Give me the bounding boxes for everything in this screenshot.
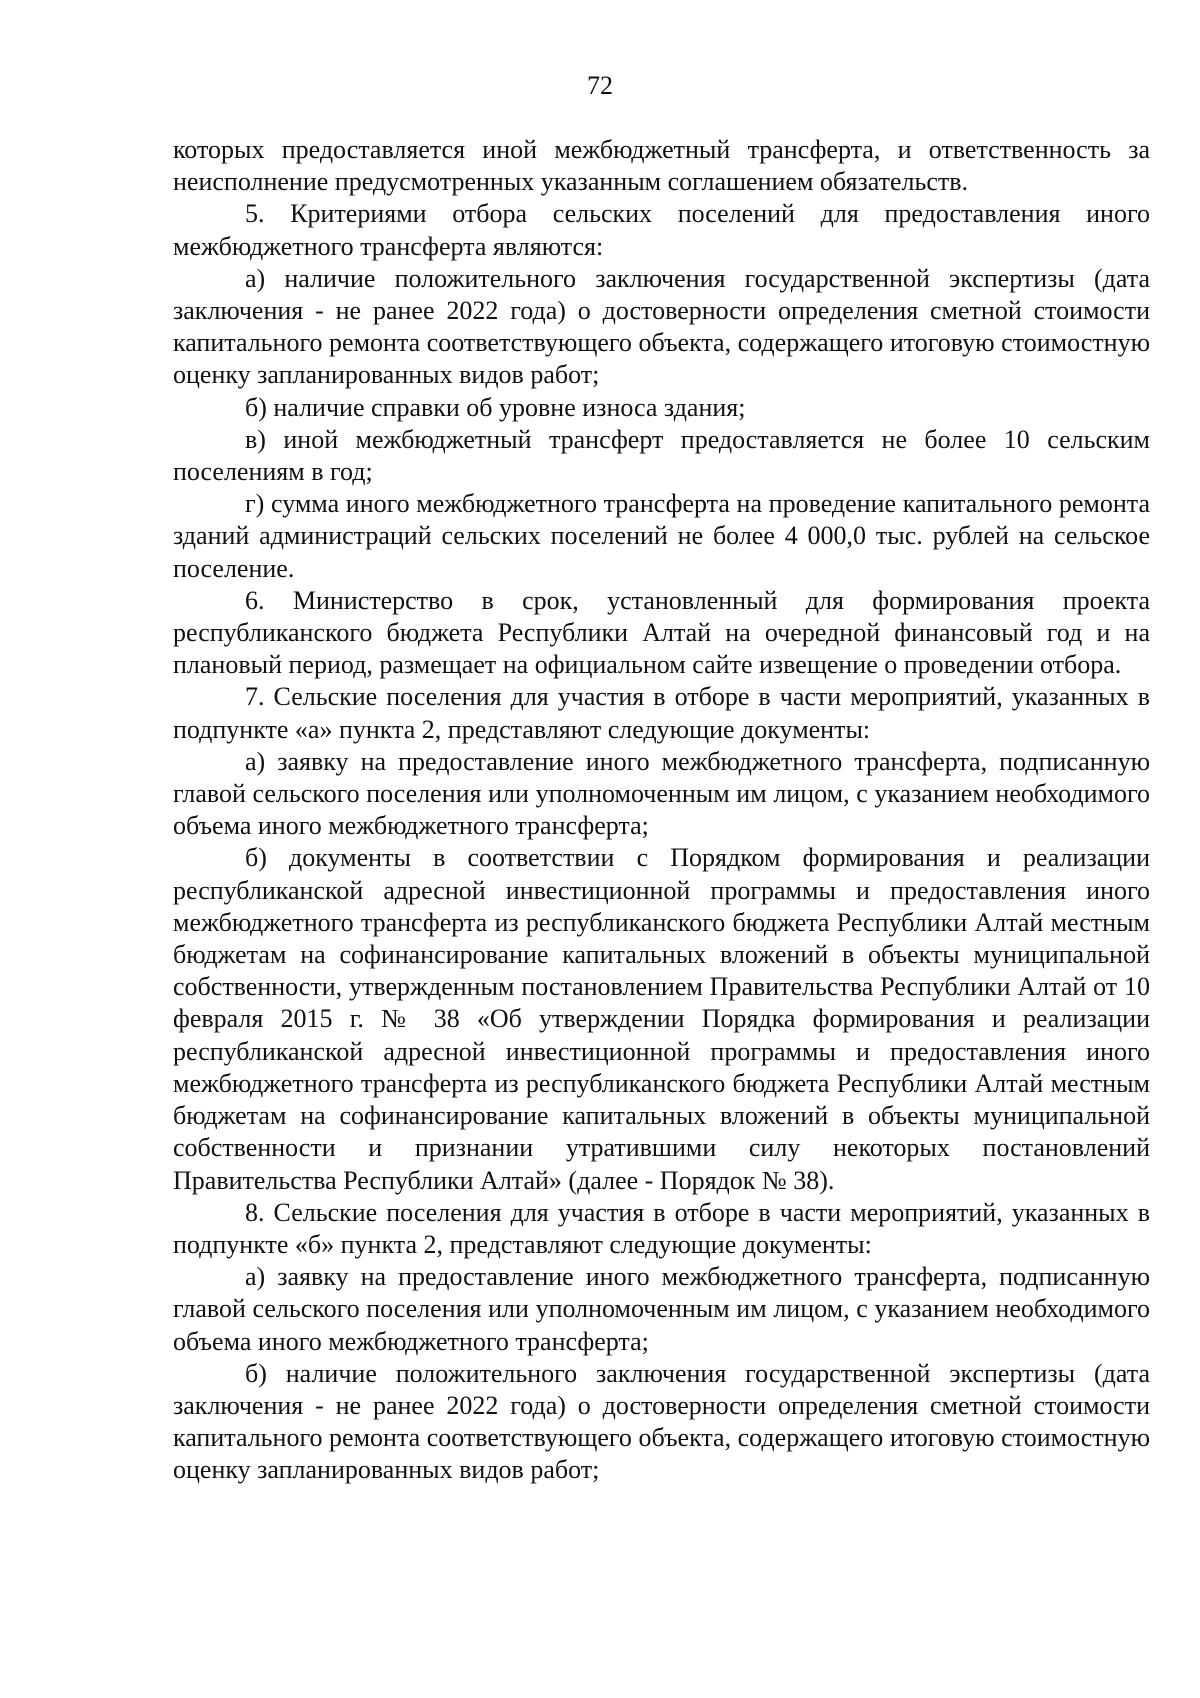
paragraph-clause-8a: а) заявку на предоставление иного межбюджетного трансферта, подписанную главой сельского поселения или уполномоченным им лицом, с указанием необходимого объема иного межбюджетного трансферта; — [173, 1262, 1150, 1356]
paragraph-clause-5a: а) наличие положительного заключения государственной экспертизы (дата заключения - не ранее 2022 года) о достоверности определения сметной стоимости капитального ремонта соответствующего объекта, содержащего итоговую стоимостную оценку запланированных видов работ; — [173, 263, 1150, 390]
paragraph-clause-5: 5. Критериями отбора сельских поселений для предоставления иного межбюджетного трансферта являются: — [173, 199, 1150, 261]
paragraph-clause-7a: а) заявку на предоставление иного межбюджетного трансферта, подписанную главой сельского поселения или уполномоченным им лицом, с указанием необходимого объема иного межбюджетного трансферта; — [173, 746, 1150, 841]
paragraph-continuation: которых предоставляется иной межбюджетный трансферта, и ответственность за неисполнение предусмотренных указанным соглашением обязательств. — [173, 135, 1150, 197]
paragraph-clause-6: 6. Министерство в срок, установленный для формирования проекта республиканского бюджета Республики Алтай на очередной финансовый год и на плановый период, размещает на официальном сайте извещение о проведении отбора. — [173, 585, 1150, 680]
page-number: 72 — [587, 71, 613, 100]
paragraph-clause-5g: г) сумма иного межбюджетного трансферта на проведение капитального ремонта зданий администраций сельских поселений не более 4 000,0 тыс. рублей на сельское поселение. — [173, 489, 1150, 583]
paragraph-clause-7b: б) документы в соответствии с Порядком формирования и реализации республиканской адресной инвестиционной программы и предоставления иного межбюджетного трансферта из республиканского бюджета Республики Алтай местным бюджетам на софинансирование капитальных вложений в объекты муниципальной собственности, утвержденным постановлением Правительства Республики Алтай от 10 февраля 2015 г. № 38 «Об утверждении Порядка формирования и реализации республиканской адресной инвестиционной программы и предоставления иного межбюджетного трансферта из республиканского бюджета Республики Алтай местным бюджетам на софинансирование капитальных вложений в объекты муниципальной собственности и признании утратившими силу некоторых постановлений Правительства Республики Алтай» (далее - Порядок № 38). — [173, 843, 1150, 1195]
document-body — [173, 134, 1150, 1487]
paragraph-clause-8b: б) наличие положительного заключения государственной экспертизы (дата заключения - не ранее 2022 года) о достоверности определения сметной стоимости капитального ремонта соответствующего объекта, содержащего итоговую стоимостную оценку запланированных видов работ; — [173, 1358, 1150, 1485]
paragraph-clause-5b: б) наличие справки об уровне износа здания; — [245, 392, 746, 422]
paragraph-clause-8: 8. Сельские поселения для участия в отборе в части мероприятий, указанных в подпункте «б» пункта 2, представляют следующие документы: — [173, 1197, 1150, 1259]
paragraph-clause-7: 7. Сельские поселения для участия в отборе в части мероприятий, указанных в подпункте «а» пункта 2, представляют следующие документы: — [173, 682, 1150, 744]
paragraph-clause-5v: в) иной межбюджетный трансферт предоставляется не более 10 сельским поселениям в год; — [173, 424, 1150, 487]
